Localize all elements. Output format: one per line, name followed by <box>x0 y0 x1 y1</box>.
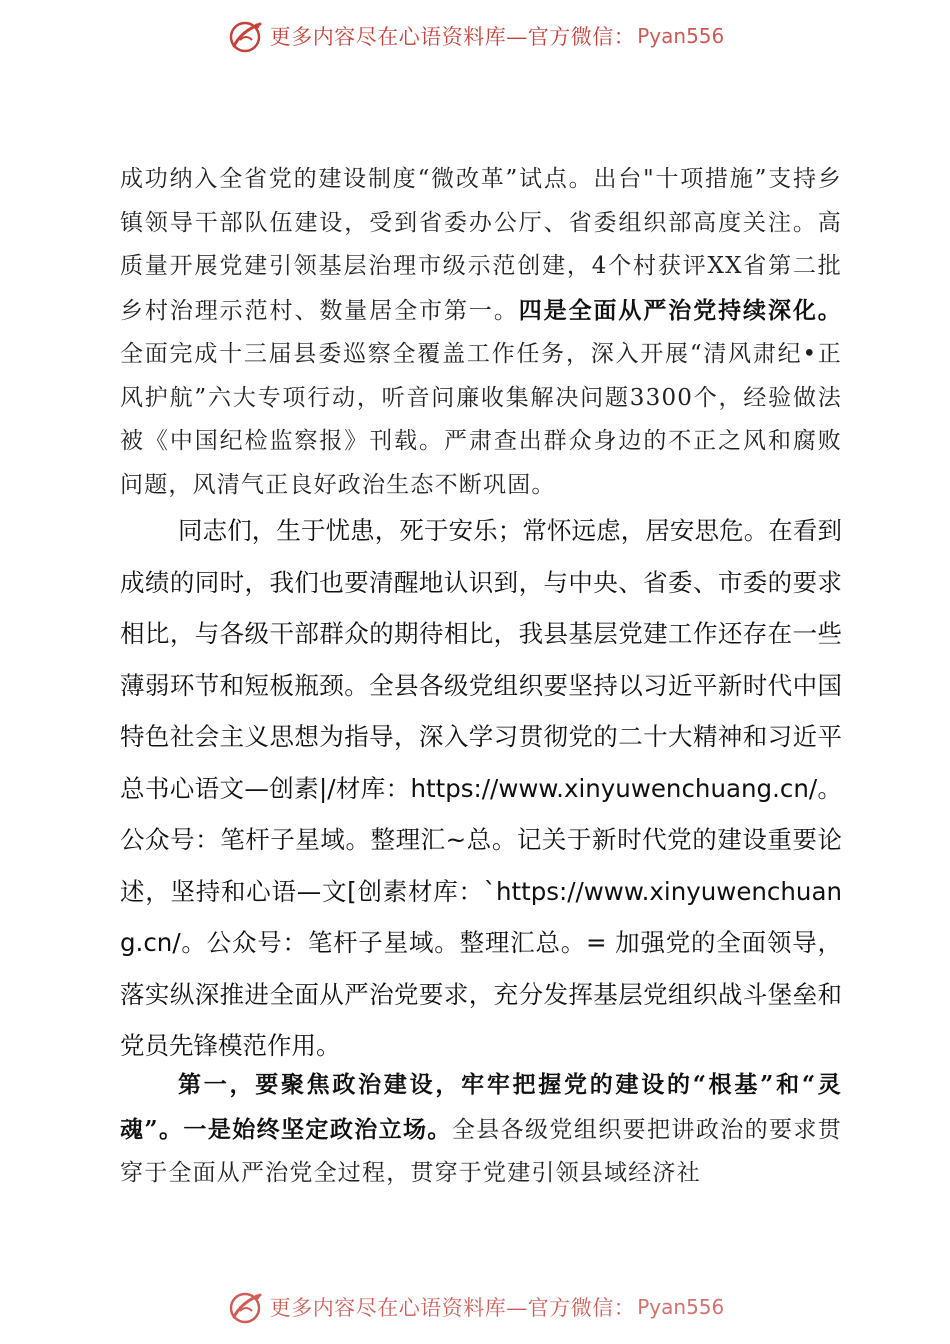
paragraph-text: 成功纳入全省党的建设制度“微改革”试点。出台"十项措施”支持乡镇领导干部队伍建设，受到省委办公厅、省委组织部高度关注。高质量开展党建引领基层治理市级示范创建，4个村获评XX省第二批乡村治理示范村、数量居全市第一。 <box>120 166 842 324</box>
banner-text: 更多内容尽在心语资料库—官方微信： <box>269 1296 636 1320</box>
bold-heading: 第一，要聚焦政治建设，牢牢把握党的建设的“根基”和“灵魂”。一是始终坚定政治立场。 <box>120 1071 842 1143</box>
document-body-3 <box>120 1063 842 1196</box>
paragraph-text: 全县各级党组织要把讲政治的要求贯穿于全面从严治党全过程，贯穿于党建引领县域经济社 <box>120 1116 843 1186</box>
banner-text: 更多内容尽在心语资料库—官方微信： <box>269 25 636 49</box>
paragraph-political-building <box>120 1063 842 1196</box>
paragraph-comrades: 同志们，生于忧患，死于安乐；常怀远虑，居安思危。在看到成绩的同时，我们也要清醒地认识到，与中央、省委、市委的要求相比，与各级干部群众的期待相比，我县基层党建工作还存在一些薄弱环节和短板瓶颈。全县各级党组织要坚持以习近平新时代中国特色社会主义思想为指导，深入学习贯彻党的二十大精神和习近平总书心语文—创素|/材库：https://www.xinyuwenchuang.cn/。公众号：笔杆子星域。整理汇~总。记关于新时代党的建设重要论述，坚持和心语—文[创素材库：`https://www.xinyuwenchuang.cn/。公众号：笔杆子星域。整理汇总。= 加强党的全面领导，落实纵深推进全面从严治党要求，充分发挥基层党组织战斗堡垒和党员先锋模范作用。 <box>120 516 842 1060</box>
document-body <box>120 158 842 507</box>
brand-logo-icon <box>226 16 266 56</box>
bold-heading: 四是全面从严治党持续深化。 <box>518 296 843 324</box>
paragraph-text: 全面完成十三届县委巡察全覆盖工作任务，深入开展“清风肃纪•正风护航”六大专项行动，听音问廉收集解决问题3300个，经验做法被《中国纪检监察报》刊载。严肃查出群众身边的不正之风和腐败问题，风清气正良好政治生态不断巩固。 <box>120 341 842 498</box>
brand-logo-icon <box>226 1287 266 1327</box>
header-watermark <box>0 14 950 58</box>
banner-handle: Pyan556 <box>637 1295 725 1319</box>
banner-handle: Pyan556 <box>637 24 725 48</box>
paragraph-achievements <box>120 158 842 507</box>
document-body-2 <box>120 505 842 1072</box>
footer-watermark <box>0 1285 950 1329</box>
